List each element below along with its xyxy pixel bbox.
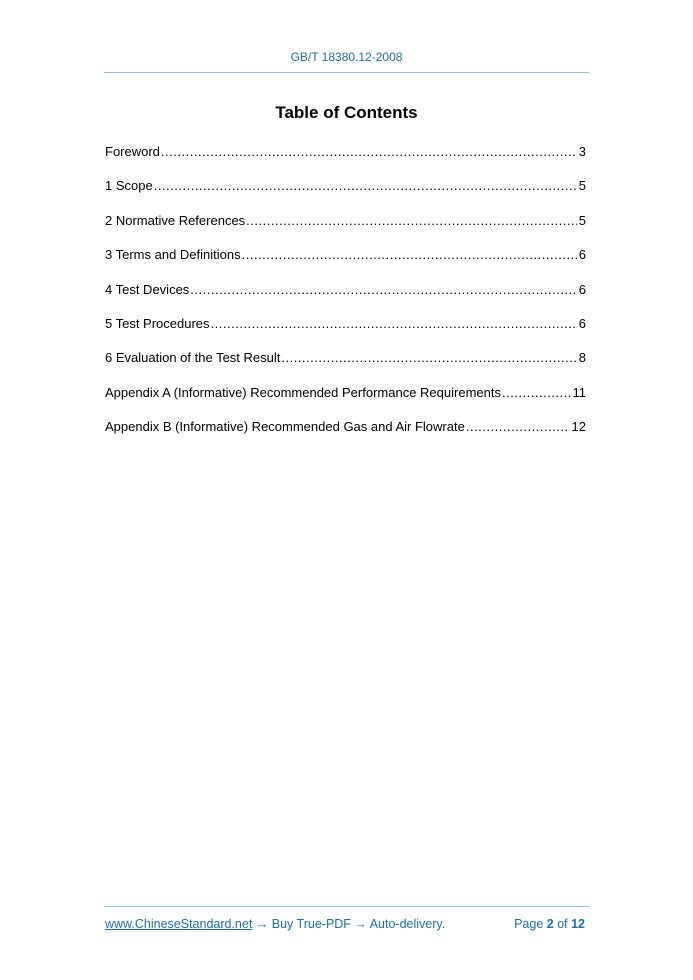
- toc-dot-leader: [161, 144, 577, 160]
- toc-entry-page: 6: [578, 315, 586, 331]
- toc-entry-page: 8: [578, 350, 586, 366]
- page-word: Page: [514, 917, 547, 931]
- toc-entry-test-devices[interactable]: [105, 282, 586, 316]
- page-footer: [105, 917, 585, 931]
- toc-entry-page: 11: [572, 384, 586, 400]
- toc-list: [105, 144, 586, 454]
- toc-entry-appendix-b[interactable]: [105, 419, 586, 453]
- document-code-header: GB/T 18380.12-2008: [290, 50, 403, 64]
- toc-entry-scope[interactable]: [105, 178, 586, 212]
- toc-entry-label: 2 Normative References: [105, 212, 246, 228]
- total-pages-number: 12: [571, 917, 585, 931]
- toc-entry-appendix-a[interactable]: [105, 385, 586, 419]
- page-indicator: [514, 917, 585, 931]
- current-page-number: 2: [546, 917, 554, 931]
- toc-entry-label: Appendix A (Informative) Recommended Performance Requirements: [105, 384, 501, 400]
- website-link[interactable]: www.ChineseStandard.net: [105, 917, 253, 931]
- toc-entry-page: 6: [578, 247, 586, 263]
- toc-entry-label: 1 Scope: [105, 178, 153, 194]
- toc-dot-leader: [502, 385, 571, 401]
- toc-entry-label: 6 Evaluation of the Test Result: [105, 350, 281, 366]
- toc-dot-leader: [211, 316, 577, 332]
- toc-entry-evaluation[interactable]: [105, 350, 586, 384]
- toc-entry-page: 5: [578, 212, 586, 228]
- toc-entry-normative-references[interactable]: [105, 213, 586, 247]
- footer-promo: [105, 917, 445, 931]
- toc-title: Table of Contents: [275, 103, 418, 122]
- toc-entry-page: 6: [578, 281, 586, 297]
- toc-entry-foreword[interactable]: [105, 144, 586, 178]
- toc-dot-leader: [246, 213, 577, 229]
- footer-divider: [104, 906, 589, 907]
- toc-entry-page: 12: [571, 419, 586, 435]
- toc-dot-leader: [281, 350, 576, 366]
- toc-entry-label: 4 Test Devices: [105, 281, 190, 297]
- toc-dot-leader: [242, 247, 577, 263]
- toc-entry-label: 5 Test Procedures: [105, 315, 210, 331]
- toc-entry-test-procedures[interactable]: [105, 316, 586, 350]
- toc-entry-terms-definitions[interactable]: [105, 247, 586, 281]
- toc-dot-leader: [154, 178, 577, 194]
- footer-promo-text: → Buy True-PDF → Auto-delivery.: [252, 917, 446, 931]
- toc-entry-label: Appendix B (Informative) Recommended Gas and Air Flowrate: [105, 419, 465, 435]
- toc-entry-page: 3: [578, 144, 586, 159]
- header-divider: [104, 72, 589, 73]
- toc-entry-label: 3 Terms and Definitions: [105, 247, 241, 263]
- toc-dot-leader: [466, 419, 570, 435]
- toc-dot-leader: [190, 282, 576, 298]
- toc-entry-page: 5: [578, 178, 586, 194]
- of-word: of: [553, 917, 572, 931]
- toc-entry-label: Foreword: [105, 144, 160, 159]
